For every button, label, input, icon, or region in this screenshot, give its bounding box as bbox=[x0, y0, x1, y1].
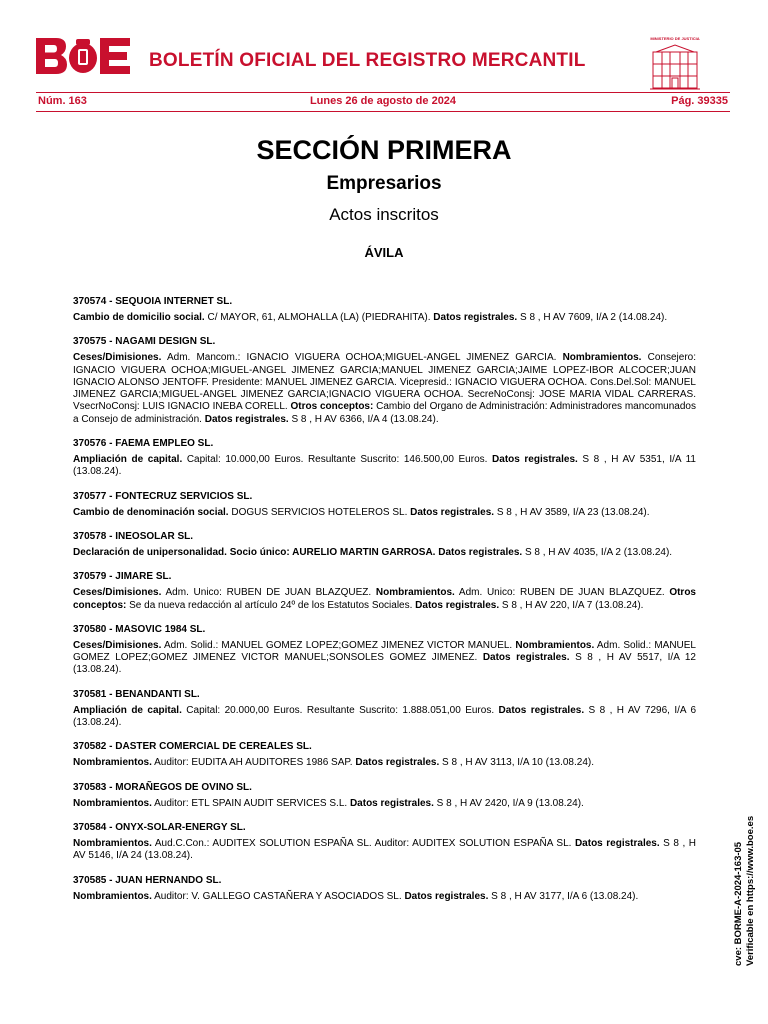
act-text: C/ MAYOR, 61, ALMOHALLA (LA) (PIEDRAHITA). bbox=[204, 312, 434, 323]
list-item bbox=[73, 438, 696, 479]
entry-body bbox=[73, 547, 696, 559]
entry-title: 370574 - SEQUOIA INTERNET SL. bbox=[73, 296, 233, 307]
act-text: S 8 , H AV 2420, I/A 9 (13.08.24). bbox=[433, 797, 584, 809]
entry-body bbox=[73, 507, 696, 519]
entry-title: 370581 - BENANDANTI SL. bbox=[73, 688, 200, 700]
issue-meta-bar bbox=[36, 92, 730, 112]
entry-title: 370577 - FONTECRUZ SERVICIOS SL. bbox=[73, 490, 253, 502]
act-text: Adm. Unico: RUBEN DE JUAN BLAZQUEZ. bbox=[454, 587, 670, 599]
entry-title: 370585 - JUAN HERNANDO SL. bbox=[73, 874, 222, 886]
act-text: S 8 , H AV 3113, I/A 10 (13.08.24). bbox=[439, 757, 595, 769]
entry-body bbox=[73, 312, 696, 324]
act-text: Adm. Solid.: MANUEL GOMEZ LOPEZ;GOMEZ JIMENEZ VICTOR MANUEL. bbox=[161, 639, 516, 651]
issue-date: Lunes 26 de agosto de 2024 bbox=[309, 95, 457, 107]
act-label: Nombramientos. bbox=[73, 890, 152, 902]
act-label: Nombramientos. bbox=[375, 587, 455, 599]
list-item bbox=[73, 689, 696, 730]
list-item bbox=[73, 624, 696, 677]
issue-number: Núm. 163 bbox=[38, 95, 87, 107]
list-item bbox=[73, 571, 696, 612]
act-text: Adm. Mancom.: IGNACIO VIGUERA OCHOA;MIGUEL-ANGEL JIMENEZ GARCIA. bbox=[161, 352, 563, 364]
act-label: Datos registrales. bbox=[410, 506, 495, 518]
act-text: Adm. Solid.: MANUEL GOMEZ LOPEZ;GOMEZ JIMENEZ VICTOR MANUEL;SONSOLES GOMEZ JIMENEZ. bbox=[73, 639, 696, 664]
entry-body bbox=[73, 587, 696, 612]
entry-body bbox=[73, 640, 696, 677]
act-label: Datos registrales. bbox=[492, 454, 578, 466]
act-label: Declaración de unipersonalidad. Socio único: AURELIO MARTIN GARROSA. bbox=[73, 546, 436, 558]
entry-title: 370580 - MASOVIC 1984 SL. bbox=[73, 623, 206, 635]
act-text: Cambio del Organo de Administración: Administradores mancomunados a Consejo de administración. bbox=[73, 401, 696, 425]
section-title: SECCIÓN PRIMERA bbox=[256, 135, 512, 165]
entries-list bbox=[73, 296, 696, 915]
entry-body bbox=[73, 838, 696, 863]
act-text: S 8 , H AV 7296, I/A 6 (13.08.24). bbox=[73, 704, 696, 729]
act-label: Datos registrales. bbox=[404, 890, 489, 902]
act-label: Datos registrales. bbox=[433, 312, 518, 323]
entry-title: 370579 - JIMARE SL. bbox=[73, 571, 172, 583]
act-label: Nombramientos. bbox=[515, 639, 595, 651]
entry-title: 370583 - MORAÑEGOS DE OVINO SL. bbox=[73, 781, 252, 793]
entry-body bbox=[73, 352, 696, 426]
list-item bbox=[73, 875, 696, 903]
cve-code: cve: BORME-A-2024-163-05 bbox=[733, 841, 744, 966]
act-label: Datos registrales. bbox=[498, 704, 585, 716]
act-text: S 8 , H AV 3589, I/A 23 (13.08.24). bbox=[494, 506, 650, 518]
verify-url: Verificable en https://www.boe.es bbox=[745, 815, 756, 966]
act-text: Auditor: V. GALLEGO CASTAÑERA Y ASOCIADOS SL. bbox=[151, 890, 405, 902]
list-item bbox=[73, 491, 696, 519]
entry-body bbox=[73, 757, 696, 769]
entry-body bbox=[73, 705, 696, 730]
entry-body bbox=[73, 798, 696, 810]
act-text: Auditor: EUDITA AH AUDITORES 1986 SAP. bbox=[151, 757, 356, 769]
section-subsubtitle: Actos inscritos bbox=[329, 205, 439, 224]
act-label: Datos registrales. bbox=[204, 413, 289, 425]
act-label: Otros conceptos: bbox=[290, 401, 374, 413]
act-text: S 8 , H AV 4035, I/A 2 (13.08.24). bbox=[522, 546, 673, 558]
act-label: Ceses/Dimisiones. bbox=[73, 639, 162, 651]
act-label: Ceses/Dimisiones. bbox=[73, 352, 162, 364]
act-label: Otros conceptos: bbox=[73, 587, 696, 611]
ministry-emblem bbox=[648, 36, 702, 92]
act-text: Capital: 20.000,00 Euros. Resultante Suscrito: 1.888.051,00 Euros. bbox=[181, 704, 499, 716]
act-text: Capital: 10.000,00 Euros. Resultante Suscrito: 146.500,00 Euros. bbox=[182, 454, 493, 466]
building-icon bbox=[648, 42, 702, 92]
act-text: S 8 , H AV 5517, I/A 12 (13.08.24). bbox=[73, 652, 696, 676]
act-label: Cambio de denominación social. bbox=[73, 506, 229, 518]
entry-title: 370575 - NAGAMI DESIGN SL. bbox=[73, 336, 216, 348]
list-item bbox=[73, 336, 696, 426]
act-label: Datos registrales. bbox=[482, 652, 570, 664]
entry-title: 370578 - INEOSOLAR SL. bbox=[73, 530, 194, 542]
act-text: S 8 , H AV 220, I/A 7 (13.08.24). bbox=[499, 599, 644, 611]
section-subtitle: Empresarios bbox=[326, 173, 442, 194]
act-label: Datos registrales. bbox=[355, 757, 440, 769]
entry-title: 370582 - DASTER COMERCIAL DE CEREALES SL. bbox=[73, 741, 312, 753]
act-label: Nombramientos. bbox=[562, 352, 642, 364]
list-item bbox=[73, 296, 696, 324]
ministry-label: MINISTERIO DE JUSTICIA bbox=[650, 36, 700, 41]
act-label: Nombramientos. bbox=[73, 757, 152, 769]
entry-title: 370584 - ONYX-SOLAR-ENERGY SL. bbox=[73, 821, 246, 833]
list-item bbox=[73, 531, 696, 559]
act-label: Datos registrales. bbox=[574, 837, 660, 849]
act-label: Datos registrales. bbox=[438, 546, 523, 558]
publication-title: BOLETÍN OFICIAL DEL REGISTRO MERCANTIL bbox=[149, 50, 586, 71]
entry-body bbox=[73, 454, 696, 479]
list-item bbox=[73, 741, 696, 769]
act-text: S 8 , H AV 3177, I/A 6 (13.08.24). bbox=[488, 890, 639, 902]
page-number: Pág. 39335 bbox=[671, 95, 728, 107]
act-label: Ampliación de capital. bbox=[73, 454, 183, 466]
act-text: DOGUS SERVICIOS HOTELEROS SL. bbox=[228, 506, 411, 518]
act-text: S 8 , H AV 7609, I/A 2 (14.08.24). bbox=[517, 312, 668, 323]
act-label: Nombramientos. bbox=[73, 797, 152, 809]
act-text: S 8 , H AV 5351, I/A 11 (13.08.24). bbox=[73, 454, 696, 478]
province-heading: ÁVILA bbox=[364, 245, 404, 260]
act-label: Datos registrales. bbox=[415, 599, 500, 611]
entry-body bbox=[73, 891, 696, 903]
page-header bbox=[36, 36, 736, 88]
act-text: Adm. Unico: RUBEN DE JUAN BLAZQUEZ. bbox=[161, 587, 376, 599]
boe-logo bbox=[36, 38, 130, 74]
act-text: Consejero: IGNACIO VIGUERA OCHOA;MIGUEL-ANGEL JIMENEZ GARCIA;MANUEL JIMENEZ GARCIA;JAIME LOPEZ-IBOR ALCOCER;JUAN IGNACIO ALONSO JENTOFF. Presidente: MANUEL JIMENEZ GARCIA. Vicepresid.: IGNACIO VIGUERA OCHOA. Cons.Del.Sol: MANUEL JIMENEZ GARCIA;MIGUEL-ANGEL JIMENEZ GARCIA;IGNACIO VIGUERA OCHOA. SecreNoConsj: JOSE MARIA VIDAL CARRERAS. VsecrNoConsj: LUIS IGNACIO INEBA CORELL. bbox=[73, 352, 696, 413]
act-label: Nombramientos. bbox=[73, 837, 152, 849]
act-label: Ceses/Dimisiones. bbox=[73, 587, 162, 599]
list-item bbox=[73, 782, 696, 810]
entry-title: 370576 - FAEMA EMPLEO SL. bbox=[73, 438, 214, 450]
cve-verification bbox=[733, 816, 757, 966]
act-text: Aud.C.Con.: AUDITEX SOLUTION ESPAÑA SL. Auditor: AUDITEX SOLUTION ESPAÑA SL. bbox=[151, 837, 575, 849]
act-label: Datos registrales. bbox=[349, 797, 434, 809]
act-text: S 8 , H AV 6366, I/A 4 (13.08.24). bbox=[288, 413, 439, 425]
act-text: Auditor: ETL SPAIN AUDIT SERVICES S.L. bbox=[151, 797, 350, 809]
act-label: Ampliación de capital. bbox=[73, 704, 182, 716]
act-text: S 8 , H AV 5146, I/A 24 (13.08.24). bbox=[73, 837, 696, 862]
act-label: Cambio de domicilio social. bbox=[73, 312, 205, 323]
list-item bbox=[73, 822, 696, 863]
act-text: Se da nueva redacción al artículo 24º de los Estatutos Sociales. bbox=[126, 599, 416, 611]
